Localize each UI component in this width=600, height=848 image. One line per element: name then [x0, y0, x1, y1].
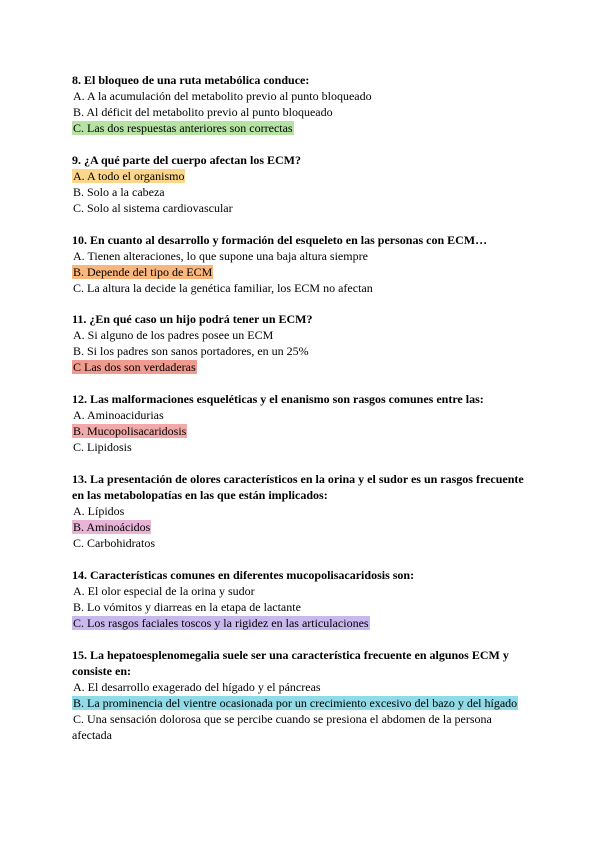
question-title: 8. El bloqueo de una ruta metabólica conduce:: [72, 73, 310, 87]
option-b: B. La prominencia del vientre ocasionada por un crecimiento excesivo del bazo y del hígado: [73, 696, 518, 710]
question-title: 13. La presentación de olores característicos en la orina y el sudor es un rasgos frecuente en las metabolopatías en las que están implicados:: [72, 472, 524, 502]
option-a: A. Si alguno de los padres posee un ECM: [73, 328, 274, 342]
question-title: 15. La hepatoesplenomegalia suele ser una característica frecuente en algunos ECM y consiste en:: [72, 648, 509, 678]
option-a: A. Aminoacidurias: [73, 408, 164, 422]
option-b: B. Aminoácidos: [73, 520, 151, 534]
question-title: 9. ¿A qué parte del cuerpo afectan los ECM?: [72, 153, 301, 167]
question-11: [72, 311, 532, 375]
option-b: B. Lo vómitos y diarreas en la etapa de lactante: [73, 600, 301, 614]
question-9: [72, 152, 532, 216]
option-a: A. A la acumulación del metabolito previo al punto bloqueado: [73, 89, 372, 103]
option-c: C. La altura la decide la genética familiar, los ECM no afectan: [73, 281, 373, 295]
option-c: C. Una sensación dolorosa que se percibe cuando se presiona el abdomen de la persona afectada: [72, 712, 492, 742]
option-a: A. El desarrollo exagerado del hígado y el páncreas: [73, 680, 321, 694]
option-c: C. Carbohidratos: [73, 536, 155, 550]
option-c: C. Lipidosis: [73, 440, 132, 454]
question-12: [72, 391, 532, 455]
option-a: A. A todo el organismo: [73, 169, 185, 183]
option-b: B. Depende del tipo de ECM: [73, 265, 213, 279]
option-c: C. Los rasgos faciales toscos y la rigidez en las articulaciones: [73, 616, 369, 630]
option-c: C. Solo al sistema cardiovascular: [73, 201, 233, 215]
option-c: C. Las dos respuestas anteriores son correctas: [73, 121, 293, 135]
option-c: C Las dos son verdaderas: [73, 360, 196, 374]
question-title: 14. Características comunes en diferentes mucopolisacaridosis son:: [72, 568, 415, 582]
question-15: [72, 647, 532, 743]
option-b: B. Solo a la cabeza: [73, 185, 165, 199]
option-a: A. El olor especial de la orina y sudor: [73, 584, 255, 598]
question-title: 12. Las malformaciones esqueléticas y el enanismo son rasgos comunes entre las:: [72, 392, 484, 406]
option-a: A. Lípidos: [73, 504, 125, 518]
question-title: 11. ¿En qué caso un hijo podrá tener un ECM?: [72, 312, 313, 326]
question-10: [72, 232, 532, 296]
option-b: B. Si los padres son sanos portadores, en un 25%: [73, 344, 309, 358]
question-14: [72, 567, 532, 631]
option-a: A. Tienen alteraciones, lo que supone una baja altura siempre: [73, 249, 368, 263]
option-b: B. Al déficit del metabolito previo al punto bloqueado: [73, 105, 333, 119]
option-b: B. Mucopolisacaridosis: [73, 424, 187, 438]
question-13: [72, 471, 532, 551]
question-8: [72, 72, 532, 136]
question-title: 10. En cuanto al desarrollo y formación del esqueleto en las personas con ECM…: [72, 233, 488, 247]
